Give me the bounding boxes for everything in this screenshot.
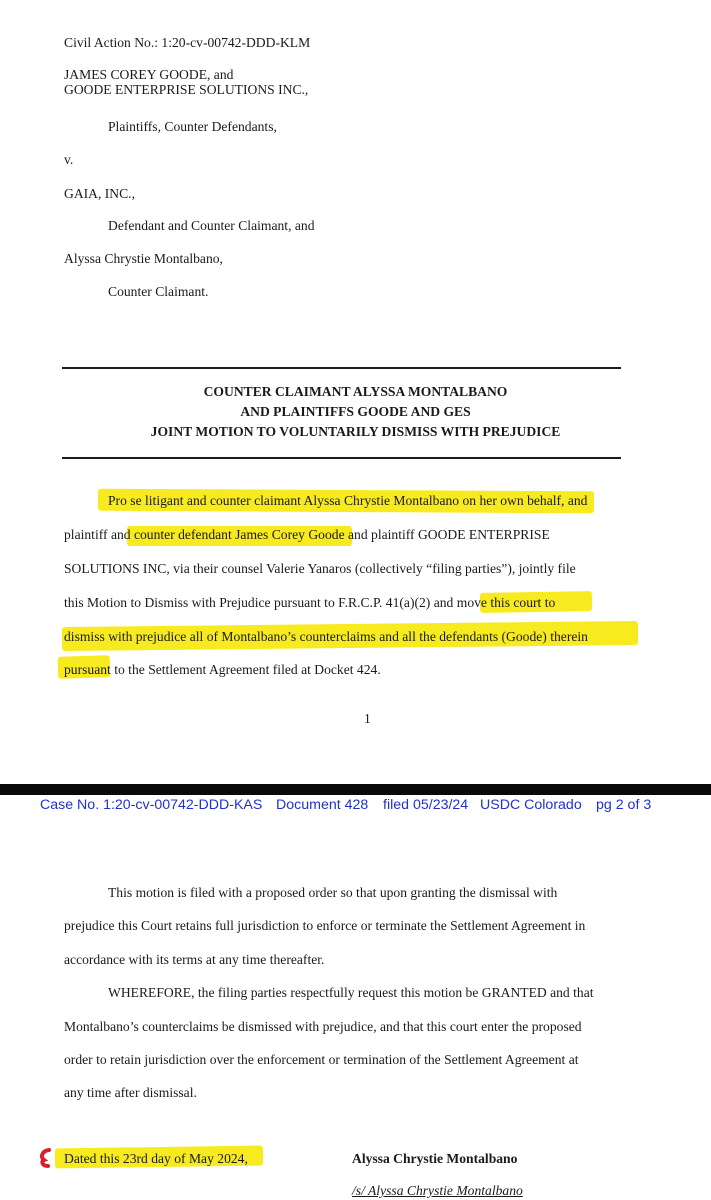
motion-title-line-2: AND PLAINTIFFS GOODE AND GES — [240, 404, 471, 419]
page-break-bar — [0, 784, 711, 795]
title-rule-bottom — [62, 457, 621, 459]
body-line-4: this Motion to Dismiss with Prejudice pursuant to F.R.C.P. 41(a)(2) and move this court to — [64, 595, 556, 610]
party-plaintiff-2: GOODE ENTERPRISE SOLUTIONS INC., — [64, 82, 309, 97]
party-plaintiff-1: JAMES COREY GOODE, and — [64, 67, 234, 82]
party-role-counter-claimant: Counter Claimant. — [108, 284, 209, 299]
red-marker-icon — [38, 1148, 52, 1168]
signer-name: Alyssa Chrystie Montalbano — [352, 1151, 518, 1166]
case-number: Civil Action No.: 1:20-cv-00742-DDD-KLM — [64, 35, 311, 50]
title-rule-top — [62, 367, 621, 369]
header-filed-date: filed 05/23/24 — [383, 797, 469, 813]
para1-line-1: This motion is filed with a proposed order so that upon granting the dismissal with — [108, 885, 558, 900]
body-line-6: pursuant to the Settlement Agreement filed at Docket 424. — [64, 662, 381, 677]
header-document: Document 428 — [276, 797, 369, 813]
dated-line: Dated this 23rd day of May 2024, — [64, 1151, 248, 1166]
para2-line-2: Montalbano’s counterclaims be dismissed with prejudice, and that this court enter the proposed — [64, 1019, 582, 1034]
party-role-plaintiffs: Plaintiffs, Counter Defendants, — [108, 119, 277, 134]
para1-line-3: accordance with its terms at any time thereafter. — [64, 952, 325, 967]
body-line-3: SOLUTIONS INC, via their counsel Valerie Yanaros (collectively “filing parties”), jointly file — [64, 561, 576, 576]
header-case-number: Case No. 1:20-cv-00742-DDD-KAS — [40, 797, 263, 813]
motion-title-line-3: JOINT MOTION TO VOLUNTARILY DISMISS WITH PREJUDICE — [150, 424, 561, 439]
party-defendant: GAIA, INC., — [64, 186, 135, 201]
body-line-1: Pro se litigant and counter claimant Alyssa Chrystie Montalbano on her own behalf, and — [108, 493, 588, 508]
header-court: USDC Colorado — [480, 797, 582, 813]
party-counter-claimant: Alyssa Chrystie Montalbano, — [64, 251, 223, 266]
versus: v. — [64, 152, 74, 167]
header-page-count: pg 2 of 3 — [596, 797, 652, 813]
body-line-5: dismiss with prejudice all of Montalbano’s counterclaims and all the defendants (Goode) therein — [64, 629, 588, 644]
motion-title-line-1: COUNTER CLAIMANT ALYSSA MONTALBANO — [203, 384, 508, 399]
page-number: 1 — [364, 711, 371, 726]
para2-line-4: any time after dismissal. — [64, 1085, 197, 1100]
para2-line-1: WHEREFORE, the filing parties respectfully request this motion be GRANTED and that — [108, 985, 594, 1000]
para2-line-3: order to retain jurisdiction over the enforcement or termination of the Settlement Agreement at — [64, 1052, 579, 1067]
party-role-defendant: Defendant and Counter Claimant, and — [108, 218, 315, 233]
body-line-2: plaintiff and counter defendant James Corey Goode and plaintiff GOODE ENTERPRISE — [64, 527, 550, 542]
para1-line-2: prejudice this Court retains full jurisdiction to enforce or terminate the Settlement Agreement in — [64, 918, 586, 933]
signature-line: /s/ Alyssa Chrystie Montalbano — [352, 1183, 523, 1198]
